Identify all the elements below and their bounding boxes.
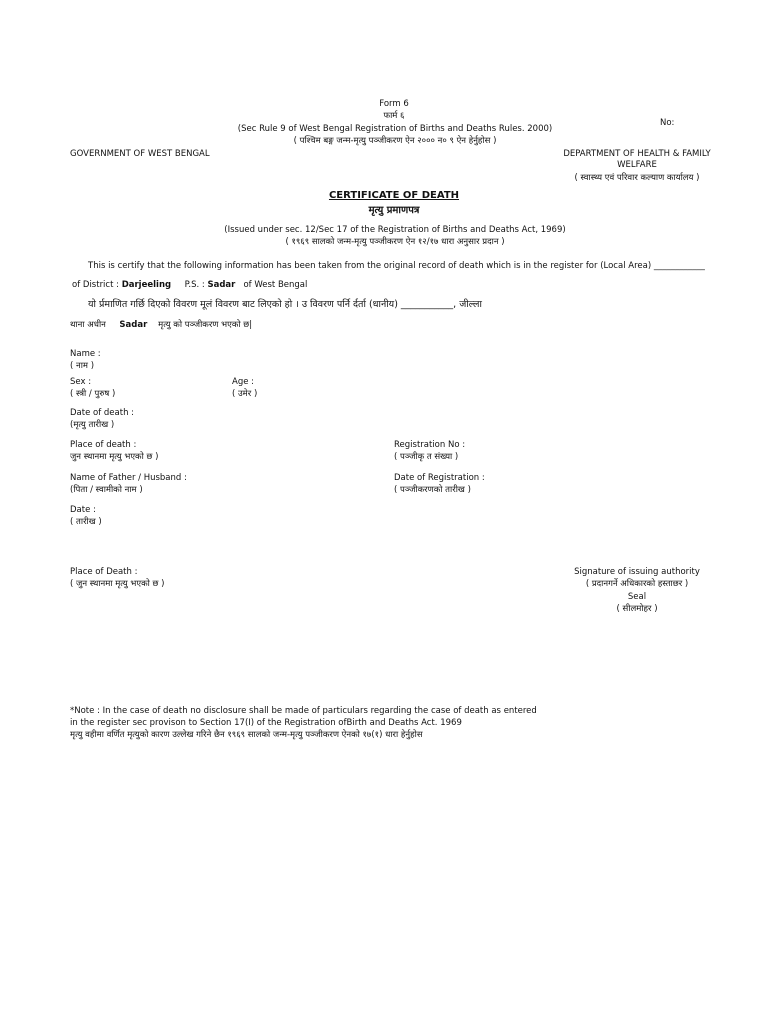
department-line-2: WELFARE [617, 160, 657, 170]
form-number-np: फार्म ६ [383, 111, 405, 121]
rule-reference-np: ( पश्चिम बङ्ग जन्म-मृत्यु पञ्जीकरण ऐन २००० न० ९ ऐन हेर्नुहोस ) [293, 136, 497, 146]
certificate-title: CERTIFICATE OF DEATH [328, 190, 460, 201]
rule-reference: (Sec Rule 9 of West Bengal Registration of Births and Deaths Rules. 2000) [237, 124, 553, 134]
name-label: Name : [70, 349, 101, 359]
place-of-death-footer-label-np: ( जुन स्थानमा मृत्यु भएको छ ) [70, 579, 165, 589]
thana-label-np: थाना अधीन [70, 320, 106, 330]
certify-statement-np: यो र्प्रमाणित गर्छि दिएको विवरण मूलं विवरण बाट लिएको हो । उ विवरण पर्नि र्दर्ता (धानीय) ___________, जील्ला [88, 299, 482, 310]
ps-label: P.S. : [184, 280, 205, 290]
date-of-death-label-np: (मृत्यु तारीख ) [70, 420, 115, 430]
signature-label-np: ( प्रदानगर्ने अधिकारको हस्ताछर ) [585, 579, 689, 589]
seal-label-np: ( सीलमोहर ) [616, 604, 658, 614]
father-husband-label-np: (पिता / स्वामीको नाम ) [70, 485, 143, 495]
district-line [72, 280, 307, 291]
thana-value: Sadar [119, 320, 148, 330]
district-label: of District : [72, 280, 119, 290]
form-number: Form 6 [379, 99, 409, 109]
date-label-np: ( तारीख ) [70, 517, 102, 527]
date-of-registration-label-np: ( पञ्जीकरणको तारीख ) [394, 485, 471, 495]
note-line-2: in the register sec provison to Section 17(I) of the Registration ofBirth and Deaths Act. 1969 [70, 718, 462, 728]
name-label-np: ( नाम ) [70, 361, 95, 371]
place-of-death-label-np: जुन स्थानमा मृत्यु भएको छ ) [70, 452, 159, 462]
note-line-3-np: मृत्यु वहीमा वर्णित मृत्युको कारण उल्लेख गरिने छैन १९६९ सालको जन्म-मृत्यु पञ्जीकरण ऐनको १७(१) धारा हेर्नुहोस [70, 730, 423, 740]
district-value: Darjeeling [121, 280, 172, 290]
sex-label-np: ( स्त्री / पुरुष ) [70, 389, 116, 399]
sex-label: Sex : [70, 377, 92, 387]
issued-under-np: ( १९६९ सालको जन्म-मृत्यु पञ्जीकरण ऐन १२/१७ धारा अनुसार प्रदान ) [285, 237, 505, 247]
age-label: Age : [232, 377, 255, 387]
registration-line-np [70, 320, 252, 331]
signature-label: Signature of issuing authority [574, 567, 700, 577]
department-line-1: DEPARTMENT OF HEALTH & FAMILY [563, 149, 711, 159]
date-of-death-label: Date of death : [70, 408, 135, 418]
certify-statement: This is certify that the following information has been taken from the original record of death which is in the register for (Local Area) ____________ [88, 261, 705, 271]
issued-under: (Issued under sec. 12/Sec 17 of the Registration of Births and Deaths Act, 1969) [224, 225, 566, 235]
note-line-1: *Note : In the case of death no disclosure shall be made of particulars regarding the case of death as entered [70, 706, 537, 716]
ps-value: Sadar [207, 280, 236, 290]
date-label: Date : [70, 505, 96, 515]
father-husband-label: Name of Father / Husband : [70, 473, 187, 483]
certificate-number-label: No: [660, 118, 675, 128]
registration-number-label-np: ( पञ्जीकृ त संख्या ) [394, 452, 459, 462]
place-of-death-footer-label: Place of Death : [70, 567, 138, 577]
registration-number-label: Registration No : [394, 440, 466, 450]
age-label-np: ( उमेर ) [232, 389, 258, 399]
seal-label: Seal [627, 592, 647, 602]
place-of-death-label: Place of death : [70, 440, 137, 450]
registration-text-np: मृत्यु को पञ्जीकरण भएको छ| [158, 320, 253, 330]
department-np: ( स्वास्थ्य एवं परिवार कल्याण कार्यालय ) [574, 173, 700, 183]
date-of-registration-label: Date of Registration : [394, 473, 485, 483]
state-text: of West Bengal [243, 280, 308, 290]
government-name: GOVERNMENT OF WEST BENGAL [70, 149, 210, 159]
certificate-title-np: मृत्यु प्रमाणपत्र [368, 205, 420, 216]
